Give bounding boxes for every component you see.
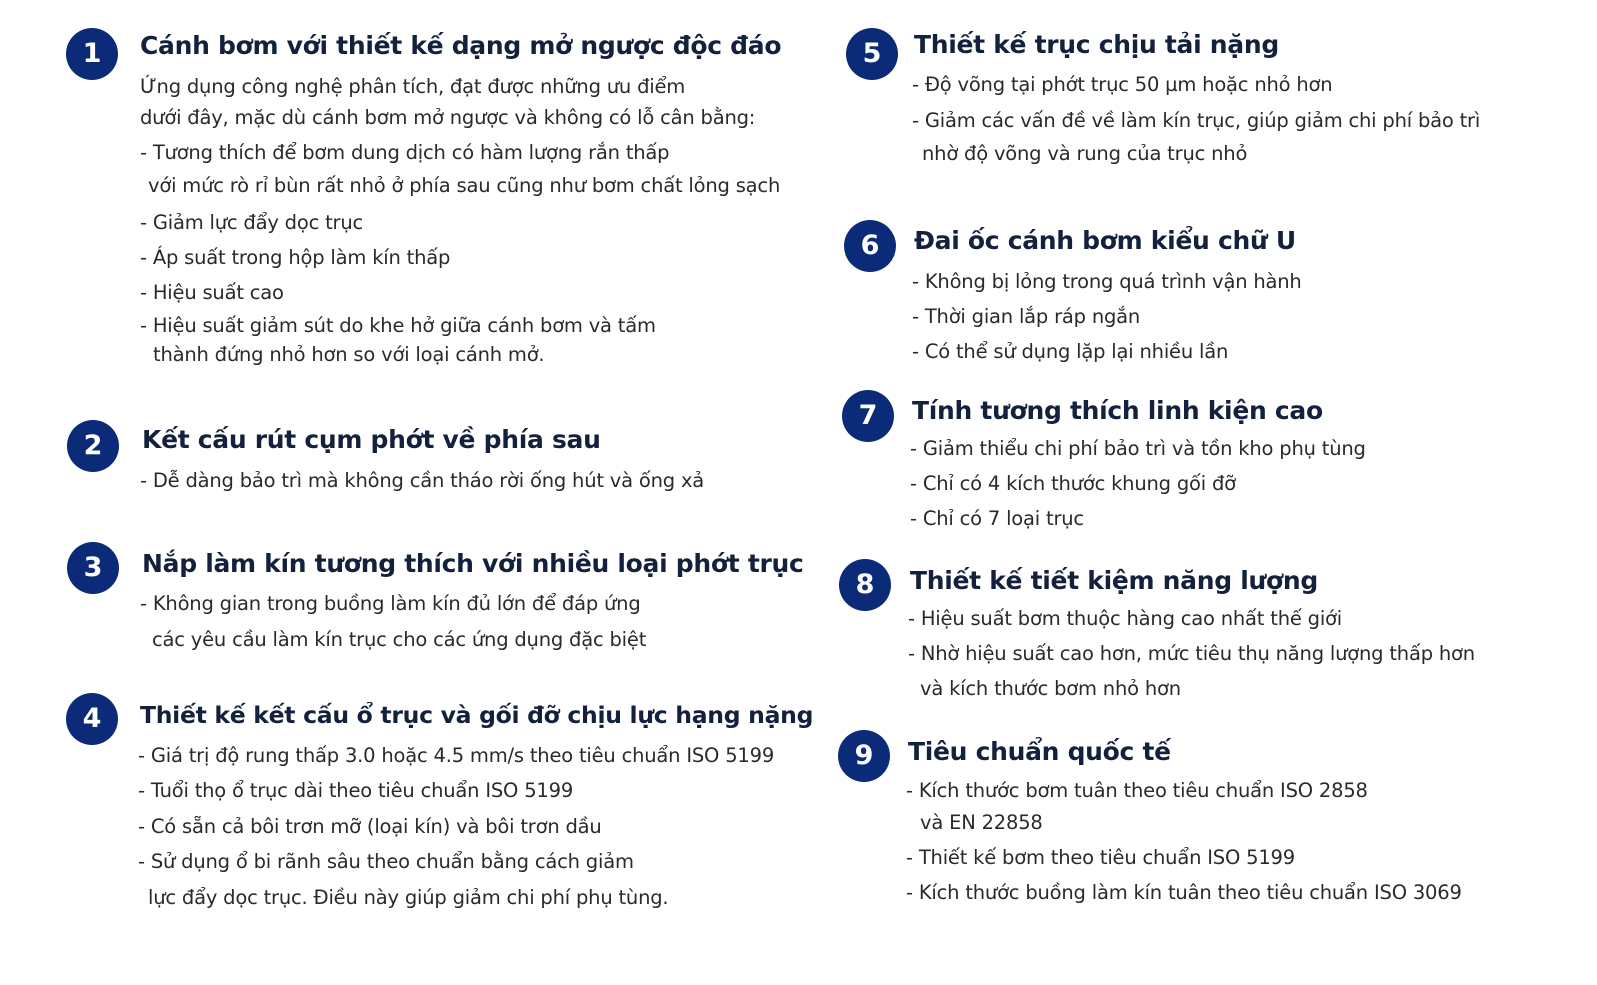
- feature-line: - Giảm lực đẩy dọc trục: [140, 211, 364, 234]
- feature-line: - Có thể sử dụng lặp lại nhiều lần: [912, 340, 1229, 363]
- feature-line: với mức rò rỉ bùn rất nhỏ ở phía sau cũng như bơm chất lỏng sạch: [148, 174, 781, 197]
- number-badge: 6: [844, 220, 896, 272]
- number-badge: 2: [67, 420, 119, 472]
- feature-line: - Độ võng tại phớt trục 50 µm hoặc nhỏ hơn: [912, 73, 1333, 96]
- feature-title: Tiêu chuẩn quốc tế: [908, 737, 1171, 766]
- number-badge: 4: [66, 693, 118, 745]
- feature-line: - Dễ dàng bảo trì mà không cần tháo rời ống hút và ống xả: [140, 469, 705, 492]
- feature-line: lực đẩy dọc trục. Điều này giúp giảm chi phí phụ tùng.: [148, 886, 669, 909]
- feature-line: và kích thước bơm nhỏ hơn: [920, 677, 1181, 700]
- feature-line: - Hiệu suất cao: [140, 281, 284, 304]
- feature-line: - Kích thước buồng làm kín tuân theo tiêu chuẩn ISO 3069: [906, 881, 1462, 904]
- feature-title: Cánh bơm với thiết kế dạng mở ngược độc đáo: [140, 31, 782, 60]
- number-badge: 7: [842, 390, 894, 442]
- feature-line: - Thời gian lắp ráp ngắn: [912, 305, 1141, 328]
- feature-line: - Nhờ hiệu suất cao hơn, mức tiêu thụ năng lượng thấp hơn: [908, 642, 1475, 665]
- feature-title: Tính tương thích linh kiện cao: [912, 396, 1323, 425]
- feature-line: - Thiết kế bơm theo tiêu chuẩn ISO 5199: [906, 846, 1295, 869]
- feature-line: - Chỉ có 4 kích thước khung gối đỡ: [910, 472, 1236, 495]
- feature-line: dưới đây, mặc dù cánh bơm mở ngược và không có lỗ cân bằng:: [140, 106, 756, 129]
- feature-line: - Tương thích để bơm dung dịch có hàm lượng rắn thấp: [140, 141, 670, 164]
- feature-line: - Giảm các vấn đề về làm kín trục, giúp giảm chi phí bảo trì: [912, 109, 1481, 132]
- feature-line: - Tuổi thọ ổ trục dài theo tiêu chuẩn ISO 5199: [138, 779, 574, 802]
- number-badge: 9: [838, 730, 890, 782]
- feature-line: - Có sẵn cả bôi trơn mỡ (loại kín) và bôi trơn dầu: [138, 815, 602, 838]
- feature-line: - Hiệu suất giảm sút do khe hở giữa cánh bơm và tấm: [140, 314, 656, 337]
- feature-title: Thiết kế tiết kiệm năng lượng: [910, 566, 1318, 595]
- number-badge: 5: [846, 28, 898, 80]
- feature-line: - Kích thước bơm tuân theo tiêu chuẩn ISO 2858: [906, 779, 1368, 802]
- feature-title: Đai ốc cánh bơm kiểu chữ U: [914, 226, 1296, 255]
- feature-line: nhờ độ võng và rung của trục nhỏ: [922, 142, 1248, 165]
- feature-line: các yêu cầu làm kín trục cho các ứng dụng đặc biệt: [152, 628, 647, 651]
- feature-line: và EN 22858: [920, 811, 1043, 834]
- feature-line: - Không gian trong buồng làm kín đủ lớn để đáp ứng: [140, 592, 641, 615]
- feature-title: Thiết kế kết cấu ổ trục và gối đỡ chịu lực hạng nặng: [140, 701, 814, 729]
- feature-line: thành đứng nhỏ hơn so với loại cánh mở.: [153, 343, 545, 366]
- feature-title: Nắp làm kín tương thích với nhiều loại phớt trục: [142, 549, 804, 578]
- feature-title: Kết cấu rút cụm phớt về phía sau: [142, 425, 601, 454]
- number-badge: 1: [66, 28, 118, 80]
- number-badge: 3: [67, 542, 119, 594]
- number-badge: 8: [839, 559, 891, 611]
- feature-title: Thiết kế trục chịu tải nặng: [914, 30, 1279, 59]
- feature-line: - Không bị lỏng trong quá trình vận hành: [912, 270, 1302, 293]
- feature-line: - Áp suất trong hộp làm kín thấp: [140, 246, 451, 269]
- feature-line: - Giảm thiểu chi phí bảo trì và tồn kho phụ tùng: [910, 437, 1366, 460]
- feature-line: - Chỉ có 7 loại trục: [910, 507, 1084, 530]
- feature-line: - Sử dụng ổ bi rãnh sâu theo chuẩn bằng cách giảm: [138, 850, 634, 873]
- feature-line: Ứng dụng công nghệ phân tích, đạt được những ưu điểm: [140, 75, 686, 98]
- feature-line: - Hiệu suất bơm thuộc hàng cao nhất thế giới: [908, 607, 1342, 630]
- feature-line: - Giá trị độ rung thấp 3.0 hoặc 4.5 mm/s theo tiêu chuẩn ISO 5199: [138, 744, 775, 767]
